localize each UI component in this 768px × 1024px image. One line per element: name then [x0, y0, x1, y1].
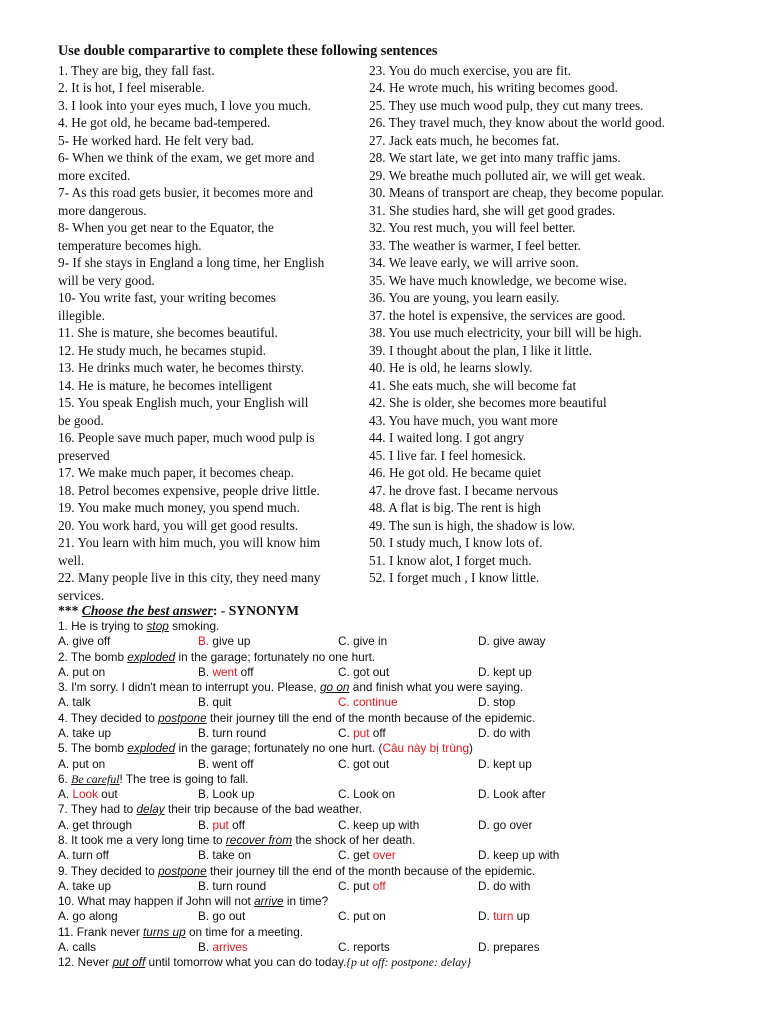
question-2: 2. The bomb exploded in the garage; fortunately no one hurt.: [58, 649, 376, 664]
options-11: [58, 940, 758, 955]
option-c[interactable]: C. put off: [338, 878, 386, 893]
sentence-line: 3. I look into your eyes much, I love you much.: [58, 97, 311, 113]
sentence-line: 32. You rest much, you will feel better.: [369, 220, 576, 236]
question-3: 3. I'm sorry. I didn't mean to interrupt you. Please, go on and finish what you were saying.: [58, 680, 524, 695]
sentence-line: 37. the hotel is expensive, the services are good.: [369, 307, 626, 323]
sentence-line: 28. We start late, we get into many traffic jams.: [369, 150, 621, 166]
option-c[interactable]: C. Look on: [338, 787, 396, 802]
sentence-line: 1. They are big, they fall fast.: [58, 63, 215, 78]
sentence-line: 6- When we think of the exam, we get more and: [58, 150, 315, 166]
sentence-line: 50. I study much, I know lots of.: [369, 535, 543, 551]
sentence-line: 23. You do much exercise, you are fit.: [369, 63, 571, 78]
sentence-line: 36. You are young, you learn easily.: [369, 290, 560, 306]
options-4: [58, 726, 758, 741]
sentence-line: more excited.: [58, 167, 131, 183]
sentence-line: 10- You write fast, your writing becomes: [58, 290, 276, 306]
sentence-line: 4. He got old, he became bad-tempered.: [58, 115, 271, 131]
sentence-line: 26. They travel much, they know about the world good.: [369, 115, 665, 131]
option-a[interactable]: A. take up: [58, 878, 112, 893]
option-d[interactable]: D. do with: [478, 725, 531, 740]
option-b[interactable]: B. quit: [198, 695, 232, 710]
option-c[interactable]: C. reports: [338, 939, 390, 954]
duplicate-note: Câu này bị trùng: [382, 741, 470, 756]
answer-note: {p ut off: postpone: delay}: [346, 955, 472, 970]
sentence-line: 15. You speak English much, your English will: [58, 395, 309, 411]
sentence-line: 48. A flat is big. The rent is high: [369, 500, 541, 516]
sentence-line: 22. Many people live in this city, they need many: [58, 570, 321, 586]
option-b[interactable]: B. take on: [198, 848, 252, 863]
sentence-line: 12. He study much, he becames stupid.: [58, 342, 266, 358]
question-5: 5. The bomb exploded in the garage; fortunately no one hurt. (Câu này bị trùng): [58, 741, 473, 756]
options-9: [58, 879, 758, 894]
sentence-line: will be very good.: [58, 272, 155, 288]
options-5: [58, 757, 758, 772]
sentence-line: 14. He is mature, he becomes intelligent: [58, 377, 273, 393]
option-d[interactable]: D. kept up: [478, 756, 532, 771]
option-d[interactable]: D. stop: [478, 695, 516, 710]
sentence-line: 17. We make much paper, it becomes cheap.: [58, 465, 294, 481]
option-a[interactable]: A. turn off: [58, 848, 109, 863]
option-b[interactable]: B. went off: [198, 756, 254, 771]
sentence-line: services.: [58, 587, 105, 603]
sentence-line: well.: [58, 552, 85, 568]
option-b[interactable]: B. Look up: [198, 787, 255, 802]
option-a[interactable]: A. calls: [58, 939, 97, 954]
option-a[interactable]: A. take up: [58, 725, 112, 740]
sentence-line: 2. It is hot, I feel miserable.: [58, 80, 205, 96]
left-column: [58, 62, 373, 604]
sentence-line: 13. He drinks much water, he becomes thirsty.: [58, 360, 305, 376]
sentence-line: 29. We breathe much polluted air, we will get weak.: [369, 167, 646, 183]
option-a[interactable]: A. talk: [58, 695, 91, 710]
option-a[interactable]: A. put on: [58, 756, 106, 771]
option-a[interactable]: A. put on: [58, 664, 106, 679]
option-d[interactable]: D. Look after: [478, 787, 546, 802]
synonym-heading: *** Choose the best answer: - SYNONYM: [58, 603, 299, 618]
sentence-line: 46. He got old. He became quiet: [369, 465, 542, 481]
question-8: 8. It took me a very long time to recover from the shock of her death.: [58, 832, 416, 847]
option-b[interactable]: B. go out: [198, 909, 246, 924]
option-d[interactable]: D. kept up: [478, 664, 532, 679]
sentence-line: 38. You use much electricity, your bill will be high.: [369, 325, 642, 341]
sentence-line: 45. I live far. I feel homesick.: [369, 447, 526, 463]
options-2: [58, 665, 758, 680]
sentence-line: illegible.: [58, 307, 105, 323]
right-column: [369, 62, 761, 587]
synonym-section: [58, 603, 758, 970]
sentence-line: more dangerous.: [58, 202, 147, 218]
option-c[interactable]: C. continue: [338, 695, 398, 710]
options-1: [58, 634, 758, 649]
question-6: 6. Be careful! The tree is going to fall.: [58, 771, 249, 786]
option-d[interactable]: D. turn up: [478, 909, 530, 924]
sentence-line: 51. I know alot, I forget much.: [369, 552, 532, 568]
sentence-line: 39. I thought about the plan, I like it little.: [369, 342, 593, 358]
sentence-line: temperature becomes high.: [58, 237, 202, 253]
option-b[interactable]: B. arrives: [198, 939, 248, 954]
sentence-line: 44. I waited long. I got angry: [369, 430, 525, 446]
sentence-line: be good.: [58, 412, 104, 428]
sentence-line: 31. She studies hard, she will get good grades.: [369, 202, 616, 218]
question-4: 4. They decided to postpone their journey till the end of the month because of the epidemic.: [58, 710, 536, 725]
option-b[interactable]: B. turn round: [198, 878, 267, 893]
question-1: 1. He is trying to stop smoking.: [58, 619, 220, 633]
option-b[interactable]: B. give up: [198, 634, 251, 649]
option-a[interactable]: A. Look out: [58, 787, 118, 802]
options-6: [58, 787, 758, 802]
option-b[interactable]: B. put off: [198, 817, 246, 832]
options-3: [58, 695, 758, 710]
sentence-line: preserved: [58, 447, 110, 463]
sentence-line: 5- He worked hard. He felt very bad.: [58, 132, 255, 148]
sentence-line: 9- If she stays in England a long time, her English: [58, 255, 325, 271]
sentence-line: 18. Petrol becomes expensive, people drive little.: [58, 482, 320, 498]
sentence-line: 20. You work hard, you will get good results.: [58, 517, 299, 533]
option-b[interactable]: B. went off: [198, 664, 254, 679]
sentence-line: 35. We have much knowledge, we become wise.: [369, 272, 627, 288]
sentence-line: 33. The weather is warmer, I feel better.: [369, 237, 581, 253]
question-10: 10. What may happen if John will not arrive in time?: [58, 894, 329, 909]
sentence-line: 52. I forget much , I know little.: [369, 570, 540, 586]
sentence-line: 11. She is mature, she becomes beautiful.: [58, 325, 278, 341]
sentence-line: 34. We leave early, we will arrive soon.: [369, 255, 579, 271]
option-c[interactable]: C. keep up with: [338, 817, 420, 832]
sentence-line: 42. She is older, she becomes more beautiful: [369, 395, 607, 411]
option-c[interactable]: C. give in: [338, 634, 388, 649]
sentence-line: 41. She eats much, she will become fat: [369, 377, 577, 393]
option-c[interactable]: C. put on: [338, 909, 386, 924]
option-d[interactable]: D. do with: [478, 878, 531, 893]
sentence-line: 21. You learn with him much, you will know him: [58, 535, 321, 551]
question-12: 12. Never put off until tomorrow what you can do today.{p ut off: postpone: delay}: [58, 955, 472, 970]
sentence-line: 7- As this road gets busier, it becomes more and: [58, 185, 314, 201]
sentence-line: 43. You have much, you want more: [369, 412, 558, 428]
option-c[interactable]: C. get over: [338, 848, 396, 863]
sentence-line: 40. He is old, he learns slowly.: [369, 360, 533, 376]
page-title: Use double comparartive to complete these following sentences: [58, 43, 438, 59]
option-d[interactable]: D. go over: [478, 817, 533, 832]
option-b[interactable]: B. turn round: [198, 725, 267, 740]
sentence-line: 16. People save much paper, much wood pulp is: [58, 430, 315, 446]
question-11: 11. Frank never turns up on time for a meeting.: [58, 924, 304, 939]
sentence-line: 24. He wrote much, his writing becomes good.: [369, 80, 618, 96]
question-7: 7. They had to delay their trip because of the bad weather.: [58, 802, 363, 817]
option-a[interactable]: A. get through: [58, 817, 133, 832]
sentence-line: 49. The sun is high, the shadow is low.: [369, 517, 576, 533]
option-c[interactable]: C. put off: [338, 725, 386, 740]
options-7: [58, 818, 758, 833]
option-d[interactable]: D. give away: [478, 634, 546, 649]
option-c[interactable]: C. got out: [338, 756, 390, 771]
sentence-line: 27. Jack eats much, he becomes fat.: [369, 132, 560, 148]
sentence-line: 25. They use much wood pulp, they cut many trees.: [369, 97, 644, 113]
option-d[interactable]: D. prepares: [478, 939, 540, 954]
option-c[interactable]: C. got out: [338, 664, 390, 679]
option-a[interactable]: A. go along: [58, 909, 118, 924]
question-9: 9. They decided to postpone their journey till the end of the month because of the epidemic.: [58, 863, 536, 878]
option-a[interactable]: A. give off: [58, 634, 111, 649]
sentence-line: 19. You make much money, you spend much.: [58, 500, 300, 516]
options-8: [58, 848, 758, 863]
instruction-text: Choose the best answer: [81, 603, 213, 618]
option-d[interactable]: D. keep up with: [478, 848, 560, 863]
sentence-line: 47. he drove fast. I became nervous: [369, 482, 559, 498]
sentence-line: 30. Means of transport are cheap, they become popular.: [369, 185, 665, 201]
sentence-line: 8- When you get near to the Equator, the: [58, 220, 274, 236]
options-10: [58, 909, 758, 924]
